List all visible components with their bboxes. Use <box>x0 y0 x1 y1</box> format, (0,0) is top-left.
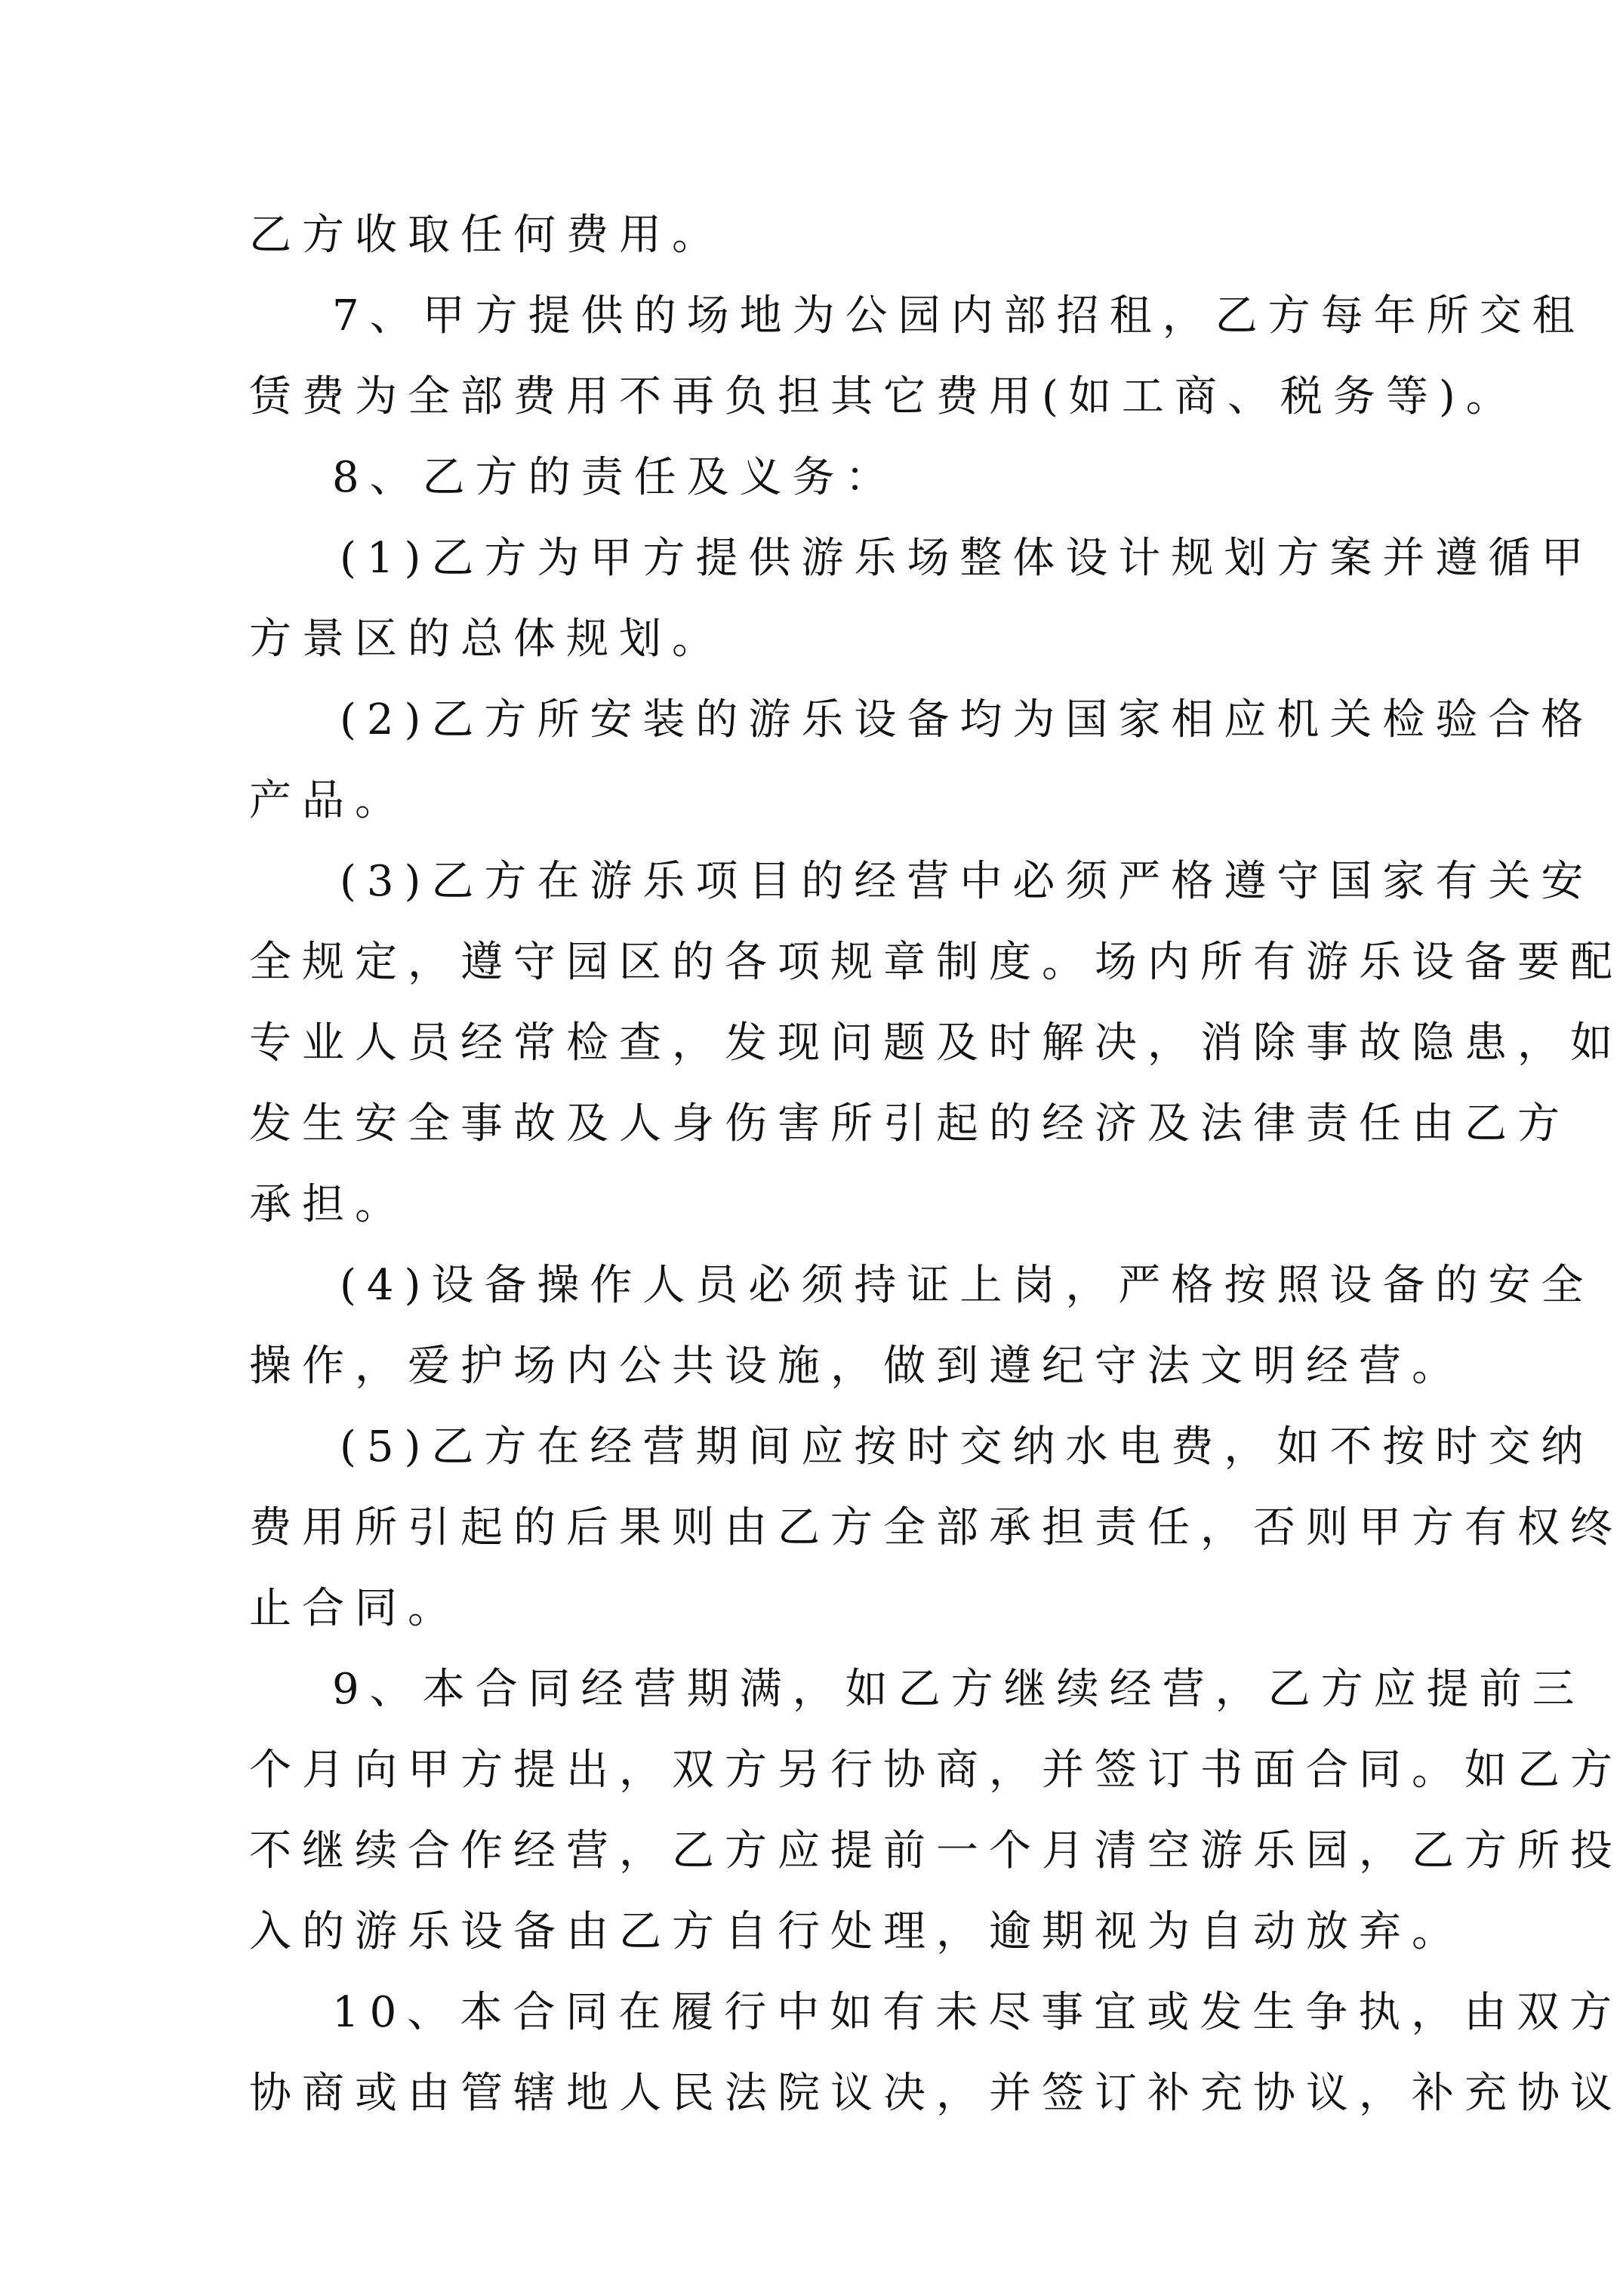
text-line: 协商或由管辖地人民法院议决，并签订补充协议，补充协议 <box>249 2069 1623 2118</box>
clause-10-line-1: 10、本合同在履行中如有未尽事宜或发生争执，由双方 <box>332 1988 1623 2037</box>
text-line: 操作，爱护场内公共设施，做到遵纪守法文明经营。 <box>249 1342 1464 1391</box>
document-body <box>249 195 1623 2134</box>
subclause-3-line-1: (3)乙方在游乐项目的经营中必须严格遵守国家有关安 <box>340 857 1594 906</box>
text-line: 不继续合作经营，乙方应提前一个月清空游乐园，乙方所投 <box>249 1826 1623 1875</box>
text-line: 方景区的总体规划。 <box>249 615 725 664</box>
text-line: 入的游乐设备由乙方自行处理，逾期视为自动放弃。 <box>249 1907 1464 1956</box>
clause-9-line-1: 9、本合同经营期满，如乙方继续经营，乙方应提前三 <box>332 1665 1585 1714</box>
subclause-5-line-1: (5)乙方在经营期间应按时交纳水电费，如不按时交纳 <box>340 1422 1594 1472</box>
text-line: 个月向甲方提出，双方另行协商，并签订书面合同。如乙方 <box>249 1746 1623 1795</box>
clause-7-line-1: 7、甲方提供的场地为公园内部招租，乙方每年所交租 <box>332 291 1585 341</box>
subclause-1-line-1: (1)乙方为甲方提供游乐场整体设计规划方案并遵循甲 <box>340 534 1594 583</box>
text-line: 发生安全事故及人身伤害所引起的经济及法律责任由乙方 <box>249 1099 1570 1148</box>
subclause-2-line-1: (2)乙方所安装的游乐设备均为国家相应机关检验合格 <box>340 695 1594 744</box>
text-line: 乙方收取任何费用。 <box>249 211 725 260</box>
text-line: 费用所引起的后果则由乙方全部承担责任，否则甲方有权终 <box>249 1503 1623 1552</box>
text-line: 全规定，遵守园区的各项规章制度。场内所有游乐设备要配 <box>249 938 1623 987</box>
subclause-4-line-1: (4)设备操作人员必须持证上岗，严格按照设备的安全 <box>340 1261 1594 1310</box>
text-line: 止合同。 <box>249 1584 460 1633</box>
text-line: 承担。 <box>249 1180 408 1229</box>
text-line: 产品。 <box>249 776 408 825</box>
text-line: 专业人员经常检查，发现问题及时解决，消除事故隐患，如 <box>249 1019 1623 1068</box>
clause-8-heading: 8、乙方的责任及义务： <box>332 453 898 502</box>
text-line: 赁费为全部费用不再负担其它费用(如工商、税务等)。 <box>249 372 1519 421</box>
